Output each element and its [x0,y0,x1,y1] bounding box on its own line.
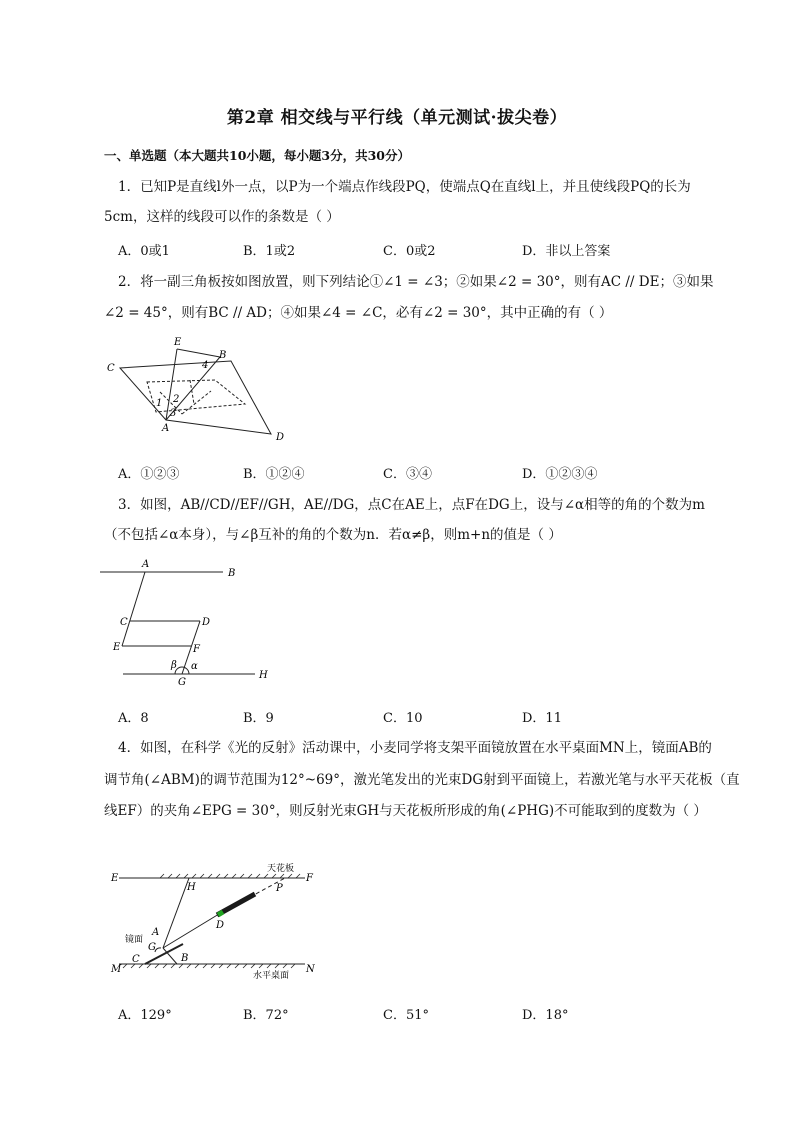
q2-figure [100,334,300,444]
q3-label-beta: β [171,660,177,671]
q4-label-e: E [111,873,119,884]
q2-option-c[interactable]: C．③④ [383,467,432,482]
q2-label-2: 2 [173,394,180,405]
q3-label-f: F [193,644,200,655]
q2-line2: ∠2 = 45°，则有BC // AD；④如果∠4 = ∠C，必有∠2 = 30°，其中正确的有（ ） [104,305,613,321]
q1-option-a[interactable]: A．0或1 [118,244,170,259]
q3-label-alpha: α [191,661,198,672]
q3-option-d[interactable]: D．11 [522,711,562,726]
q1-option-c[interactable]: C．0或2 [383,244,436,259]
q2-line1: 2．将一副三角板按如图放置，则下列结论①∠1 = ∠3；②如果∠2 = 30°，则有AC // DE；③如果 [118,274,714,290]
q3-line-ae [122,572,145,646]
q4-ray-dg [163,914,219,948]
q2-large-triangle-outline [120,361,271,434]
q4-label-g: G [148,942,156,953]
q2-label-e: E [174,337,182,348]
q2-option-a[interactable]: A．①②③ [118,467,180,482]
q2-label-3: 3 [170,408,177,419]
q4-label-b: B [181,953,189,964]
q2-label-4: 4 [202,360,209,371]
q2-label-d: D [276,432,285,443]
q4-laser-tip [218,912,223,915]
q1-line2: 5cm，这样的线段可以作的条数是（ ） [104,209,340,225]
q2-label-c: C [107,363,115,374]
q4-option-d[interactable]: D．18° [522,1008,569,1023]
section-heading: 一、单选题（本大题共10小题，每小题3分，共30分） [104,148,410,163]
q3-line1: 3．如图，AB//CD//EF//GH，AE//DG，点C在AE上，点F在DG上，设与∠α相等的角的个数为m [118,497,705,513]
q3-label-g: G [178,677,186,688]
q2-option-b[interactable]: B．①②④ [243,467,305,482]
q3-option-b[interactable]: B．9 [243,711,274,726]
q3-label-h: H [259,670,268,681]
q4-label-h: H [187,882,196,893]
q2-label-a: A [162,423,170,434]
q4-label-c: C [132,954,140,965]
q4-figure [105,858,330,988]
q4-label-n: N [306,964,315,975]
q3-label-c: C [120,617,128,628]
q4-ray-gh [163,878,189,948]
q4-label-d: D [216,920,225,931]
q4-option-c[interactable]: C．51° [383,1008,429,1023]
q3-label-d: D [202,617,211,628]
q1-line1: 1．已知P是直线l外一点，以P为一个端点作线段PQ，使端点Q在直线l上，并且使线段PQ的长为 [118,179,691,195]
q4-label-m: M [111,964,122,975]
q1-option-b[interactable]: B．1或2 [243,244,296,259]
q4-line3: 线EF）的夹角∠EPG = 30°，则反射光束GH与天花板所形成的角(∠PHG)不可能取到的度数为（ ） [104,803,707,819]
q4-label-p: P [276,883,283,894]
q3-label-b: B [228,568,236,579]
q2-label-1: 1 [156,398,163,409]
q4-line2: 调节角(∠ABM)的调节范围为12°~69°，激光笔发出的光束DG射到平面镜上，若激光笔与水平天花板（直 [104,772,740,788]
q3-option-a[interactable]: A．8 [118,711,149,726]
q3-label-e: E [113,642,121,653]
q2-option-d[interactable]: D．①②③④ [522,467,598,482]
q4-option-b[interactable]: B．72° [243,1008,289,1023]
q3-label-a: A [142,559,150,570]
q4-label-f: F [306,873,313,884]
q1-option-d[interactable]: D．非以上答案 [522,244,611,259]
q4-option-a[interactable]: A．129° [118,1008,172,1023]
q3-option-c[interactable]: C．10 [383,711,423,726]
q3-line2: （不包括∠α本身），与∠β互补的角的个数为n．若α≠β，则m+n的值是（ ） [104,527,562,543]
q4-line1: 4．如图，在科学《光的反射》活动课中，小麦同学将支架平面镜放置在水平桌面MN上，镜面AB的 [118,740,712,756]
page-title: 第2章 相交线与平行线（单元测试·拔尖卷） [226,108,568,128]
q4-label-mirror: 镜面 [125,935,144,945]
q4-label-table: 水平桌面 [253,971,290,981]
q4-label-ceiling: 天花板 [267,864,295,874]
q4-label-a: A [152,927,160,938]
q2-label-b: B [219,350,227,361]
q3-figure [95,558,285,688]
